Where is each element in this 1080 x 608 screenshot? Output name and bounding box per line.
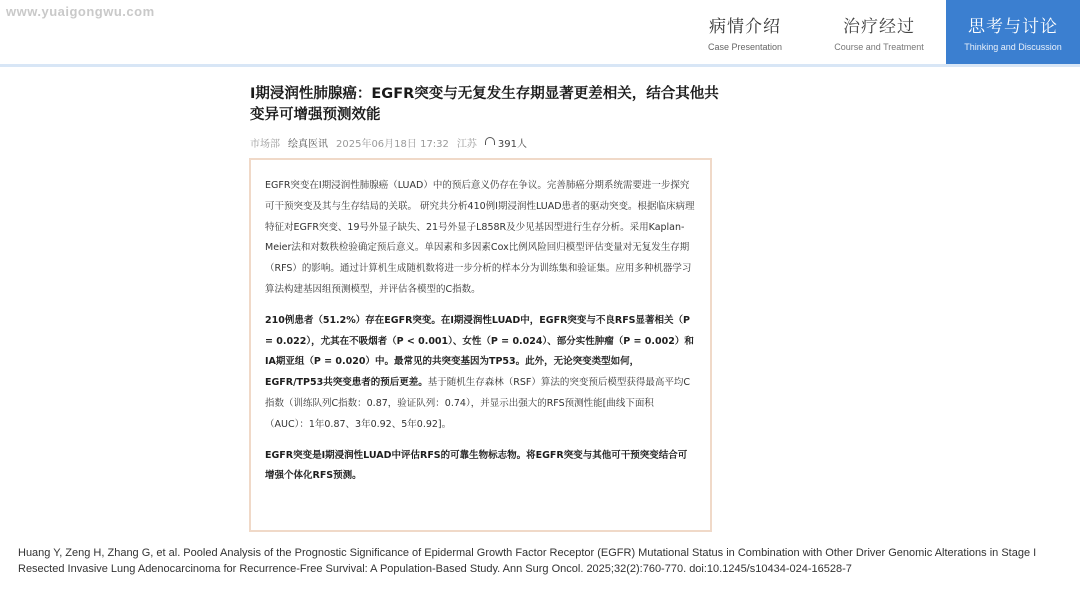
meta-section: 市场部 — [250, 138, 280, 150]
tab-sublabel: Course and Treatment — [834, 42, 924, 52]
abstract-results — [265, 311, 696, 436]
citation: Huang Y, Zeng H, Zhang G, et al. Pooled Analysis of the Prognostic Significance of Epidermal Growth Factor Receptor (EGFR) Mutational Status in Combination with Other Driver Genomic Alterations in Stage I Resected Invasive Lung Adenocarcinoma for Recurrence-Free Survival: A Population-Based Study. Ann Surg Oncol. 2025;32(2):760-770. doi:10.1245/s10434-024-16528-7 — [18, 547, 1037, 575]
reads-count: 391人 — [497, 138, 527, 150]
results-model: 基于随机生存森林（RSF）算法的突变预后模型获得最高平均C指数（训练队列C指数：0.87，验证队列：0.74），并显示出强大的RFS预测性能[曲线下面积（AUC）：1年0.87、3年0.92、5年0.92]。 — [265, 377, 690, 430]
results-key-findings: 210例患者（51.2%）存在EGFR突变。在I期浸润性LUAD中，EGFR突变与不良RFS显著相关（P = 0.022），尤其在不吸烟者（P < 0.001）、女性（P = 0.024）、部分实性肿瘤（P = 0.002）和IA期亚组（P = 0.020）中。最常见的共突变基因为TP53。此外，无论突变类型如何，EGFR/TP53共突变患者的预后更差。 — [265, 314, 694, 389]
meta-source[interactable]: 绘真医讯 — [288, 138, 328, 150]
tab-sublabel: Case Presentation — [707, 42, 783, 52]
abstract-background: EGFR突变在I期浸润性肺腺癌（LUAD）中的预后意义仍存在争议。完善肺癌分期系统需要进一步探究可干预突变及其与生存结局的关联。 研究共分析410例I期浸润性LUAD患者的驱动突变。根据临床病理特征对EGFR突变、19号外显子缺失、21号外显子L858R及少见基因型进行生存分析。采用Kaplan-Meier法和对数秩检验确定预后意义。单因素和多因素Cox比例风险回归模型评估变量对无复发生存期（RFS）的影响。通过计算机生成随机数将进一步分析的样本分为训练集和验证集。应用多种机器学习算法构建基因组预测模型，并评估各模型的C指数。 — [265, 180, 695, 295]
tab-thinking-and-discussion[interactable] — [946, 0, 1080, 64]
tab-label: 治疗经过 — [843, 17, 915, 37]
nav-divider — [0, 64, 1080, 67]
tab-case-presentation[interactable] — [678, 0, 812, 64]
watermark: www.yuaigongwu.com — [6, 4, 155, 19]
article-title: I期浸润性肺腺癌：EGFR突变与无复发生存期显著更差相关，结合其他共变异可增强预测效能 — [250, 86, 719, 123]
tab-course-and-treatment[interactable] — [812, 0, 946, 64]
meta-datetime: 2025年06月18日 17:32 — [336, 138, 449, 150]
tab-label: 思考与讨论 — [968, 17, 1058, 37]
headphone-icon — [485, 137, 495, 145]
abstract-box — [249, 158, 712, 532]
article-meta — [250, 135, 527, 149]
abstract-conclusion: EGFR突变是I期浸润性LUAD中评估RFS的可靠生物标志物。将EGFR突变与其他可干预突变结合可增强个体化RFS预测。 — [265, 449, 688, 482]
meta-reads — [485, 135, 527, 150]
meta-location: 江苏 — [456, 138, 477, 150]
tab-sublabel: Thinking and Discussion — [964, 42, 1062, 52]
top-nav — [678, 0, 1080, 64]
tab-label: 病情介绍 — [709, 17, 781, 37]
